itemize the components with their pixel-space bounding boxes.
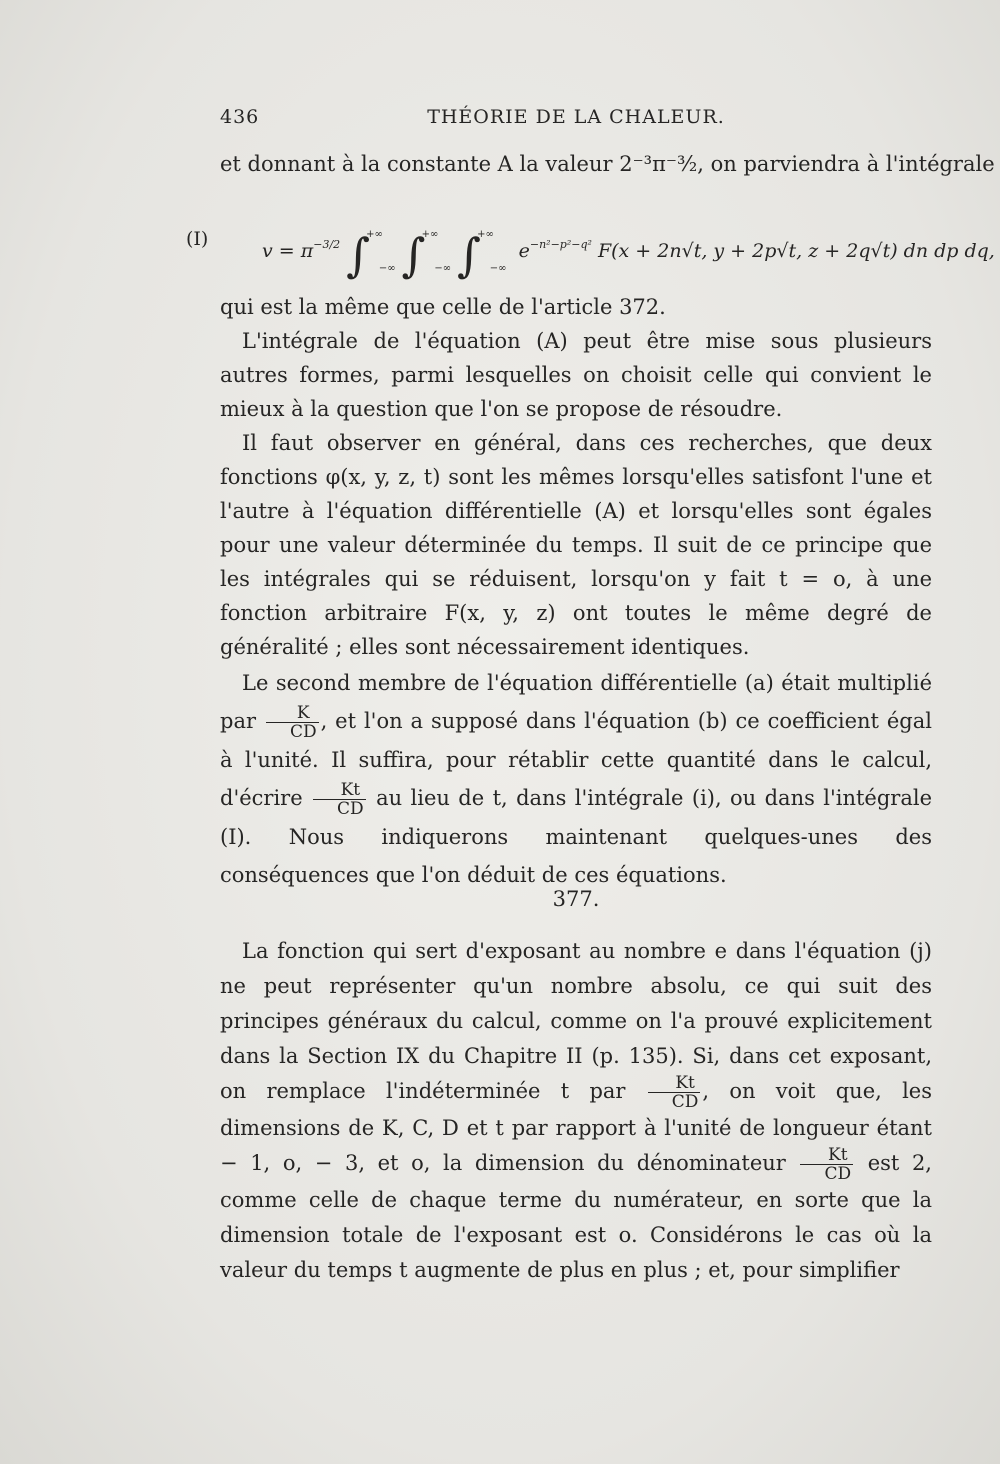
intro-before: et donnant à la constante A la valeur: [220, 152, 620, 176]
paragraph-3: Il faut observer en général, dans ces recherches, que deux fonctions φ(x, y, z, t) sont les mêmes lorsqu'elles satisfont l'une et l'autre à l'équation différentielle (A) et lorsqu'elles sont égales pour une valeur déterminée du temps. Il suit de ce principe que les intégrales qui se réduisent, lorsqu'on y fait t = o, à une fonction arbitraire F(x, y, z) ont toutes le même degré de généralité ; elles sont nécessairement identiques.: [220, 431, 932, 659]
fraction-denominator: CD: [671, 1092, 699, 1112]
lower-limit-1: −∞: [378, 263, 396, 274]
p4-part-b: , et l'on a supposé dans l'équation (b) ce coefficient égal à l'unité. Il suffira, pour rétablir cette quantité dans le calcul, d'écrire: [220, 709, 932, 810]
paragraph-2: L'intégrale de l'équation (A) peut être mise sous plusieurs autres formes, parmi lesquelles on choisit celle qui convient le mieux à la question que l'on se propose de résoudre.: [220, 329, 932, 421]
intro-after: , on parviendra à l'intégrale: [697, 152, 995, 176]
upper-limit-3: +∞: [477, 229, 494, 240]
integrand-base: e: [518, 240, 530, 262]
fraction-numerator: Kt: [648, 1074, 701, 1093]
paragraph-4: [220, 664, 932, 894]
integral-sign-2: ∫: [401, 228, 426, 282]
integrand-exponent: −n²−p²−q²: [529, 238, 592, 251]
lhs-exponent: −3/2: [313, 238, 341, 251]
fraction-kt-cd-3: [800, 1146, 853, 1183]
lower-limit-3: −∞: [489, 263, 507, 274]
fraction-denominator: CD: [824, 1164, 852, 1184]
integral-equation: [186, 210, 995, 282]
integral-sign-3: ∫: [457, 228, 482, 282]
p5-part-b: , on voit que, les dimensions de K, C, D et t par rapport à l'unité de longueur étant − 1, o, − 3, et o, la dimension du dénominateur: [220, 1079, 933, 1175]
lower-limit-2: −∞: [434, 263, 452, 274]
intro-line: [220, 152, 995, 176]
upper-limit-1: +∞: [366, 229, 383, 240]
equation-label: (I): [186, 228, 209, 250]
paragraph-1: qui est la même que celle de l'article 372.: [220, 295, 666, 319]
equation-body: [262, 228, 995, 282]
p5-part-c: est 2, comme celle de chaque terme du numérateur, en sorte que la dimension totale de l'exposant est o. Considérons le cas où la valeur du temps t augmente de plus en plus ; et, pour simplifier: [220, 1151, 932, 1282]
page-header: [220, 106, 932, 136]
upper-limit-2: +∞: [421, 229, 439, 240]
fraction-kt-cd: [313, 781, 366, 818]
fraction-denominator: CD: [337, 799, 364, 819]
equation-lhs: v = π: [262, 240, 314, 262]
section-number: 377.: [552, 887, 600, 911]
fraction-denominator: CD: [289, 722, 317, 742]
integrand-function: F(x + 2n√t, y + 2p√t, z + 2q√t) dn dp dq,: [597, 240, 995, 262]
fraction-k-cd: [266, 704, 319, 741]
integral-sign-1: ∫: [346, 228, 371, 282]
running-title: THÉORIE DE LA CHALEUR.: [427, 106, 725, 128]
fraction-kt-cd-2: [648, 1074, 701, 1111]
fraction-numerator: Kt: [313, 781, 366, 800]
p4-part-a: Le second membre de l'équation différentielle (a) était multiplié par: [220, 671, 932, 733]
p5-part-a: La fonction qui sert d'exposant au nombre e dans l'équation (j) ne peut représenter qu'un nombre absolu, ce qui suit des principes généraux du calcul, comme on l'a prouvé explicitement dans la Section IX du Chapitre II (p. 135). Si, dans cet exposant, on remplace l'indéterminée t par: [220, 939, 932, 1103]
fraction-numerator: K: [266, 704, 319, 723]
intro-value: 2⁻³π⁻³⁄₂: [619, 152, 698, 176]
fraction-numerator: Kt: [800, 1146, 853, 1165]
page-number: 436: [220, 106, 260, 128]
p4-part-c: au lieu de t, dans l'intégrale (i), ou dans l'intégrale (I). Nous indiquerons maintenant quelques-unes des conséquences que l'on déduit de ces équations.: [220, 786, 933, 887]
paragraph-5: [220, 934, 932, 1288]
